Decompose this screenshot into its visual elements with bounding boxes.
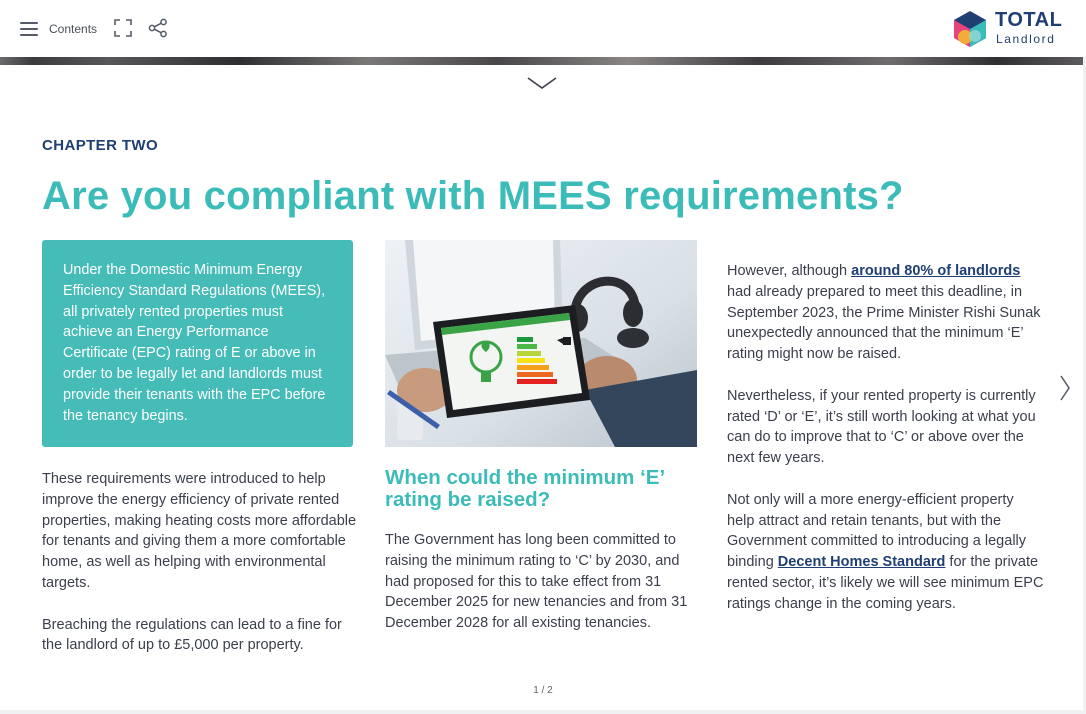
- text-run: However, although: [727, 263, 852, 279]
- contents-label: Contents: [49, 22, 98, 36]
- paragraph: [727, 261, 1045, 365]
- fullscreen-icon[interactable]: [114, 19, 132, 37]
- text-run: had already prepared to meet this deadline, in September 2023, the Prime Minister Rishi Sunak unexpectedly announced that the minimum ‘E’ rating might now be raised.: [727, 283, 1041, 363]
- paragraph: [727, 490, 1045, 615]
- paragraph: The Government has long been committed to raising the minimum rating to ‘C’ by 2030, and had proposed for this to take effect from 31 December 2025 for new tenancies and from 31 December 2028 for all existing tenancies.: [385, 532, 688, 632]
- bottom-divider: [0, 710, 1086, 714]
- section-subheading: When could the minimum ‘E’ rating be raised?: [385, 466, 665, 511]
- column-one-text: [42, 469, 358, 656]
- page-title: Are you compliant with MEES requirements?: [42, 174, 904, 218]
- column-two-text: [385, 530, 701, 634]
- chevron-down-icon[interactable]: [527, 76, 557, 90]
- text-run: for the private rented sector, it’s likely we will see minimum EPC ratings change in the coming years.: [727, 554, 1044, 612]
- paragraph: Nevertheless, if your rented property is currently rated ‘D’ or ‘E’, it’s still worth looking at what you can do to improve that to ‘C’ or above over the next few years.: [727, 387, 1036, 467]
- chapter-label: CHAPTER TWO: [42, 137, 159, 154]
- page-indicator: 1 / 2: [533, 685, 553, 696]
- chevron-right-icon[interactable]: [1058, 374, 1072, 402]
- logo-mark-icon: [952, 10, 988, 48]
- total-landlord-logo[interactable]: [952, 8, 1072, 48]
- link-around-80-percent[interactable]: around 80% of landlords: [851, 263, 1021, 279]
- hero-image-strip: [0, 57, 1084, 65]
- column-three-text: [727, 261, 1045, 615]
- logo-word-total: TOTAL: [995, 9, 1063, 31]
- epc-tablet-photo: [385, 240, 697, 447]
- link-decent-homes-standard[interactable]: Decent Homes Standard: [777, 554, 946, 571]
- callout-box: [42, 240, 353, 447]
- paragraph: Breaching the regulations can lead to a fine for the landlord of up to £5,000 per property.: [42, 616, 342, 654]
- logo-word-landlord: Landlord: [996, 32, 1056, 46]
- paragraph: These requirements were introduced to help improve the energy efficiency of private rented properties, making heating costs more affordable for tenants and giving them a more comfortable home, as well as helping with environmental targets.: [42, 471, 357, 591]
- contents-menu-button[interactable]: [20, 19, 100, 39]
- share-icon[interactable]: [148, 18, 168, 38]
- top-bar: [0, 0, 1086, 57]
- callout-text: Under the Domestic Minimum Energy Efficiency Standard Regulations (MEES), all privately rented properties must achieve an Energy Performance Certificate (EPC) rating of E or above in order to be legally let and landlords must provide their tenants with the EPC before the tenancy begins.: [63, 262, 326, 424]
- text-run: Not only will a more energy-efficient property help attract and retain tenants, but with the Government committed to introducing a legally binding: [727, 491, 1027, 571]
- hamburger-icon: [20, 22, 38, 36]
- tablet-epc-illustration: [385, 240, 697, 447]
